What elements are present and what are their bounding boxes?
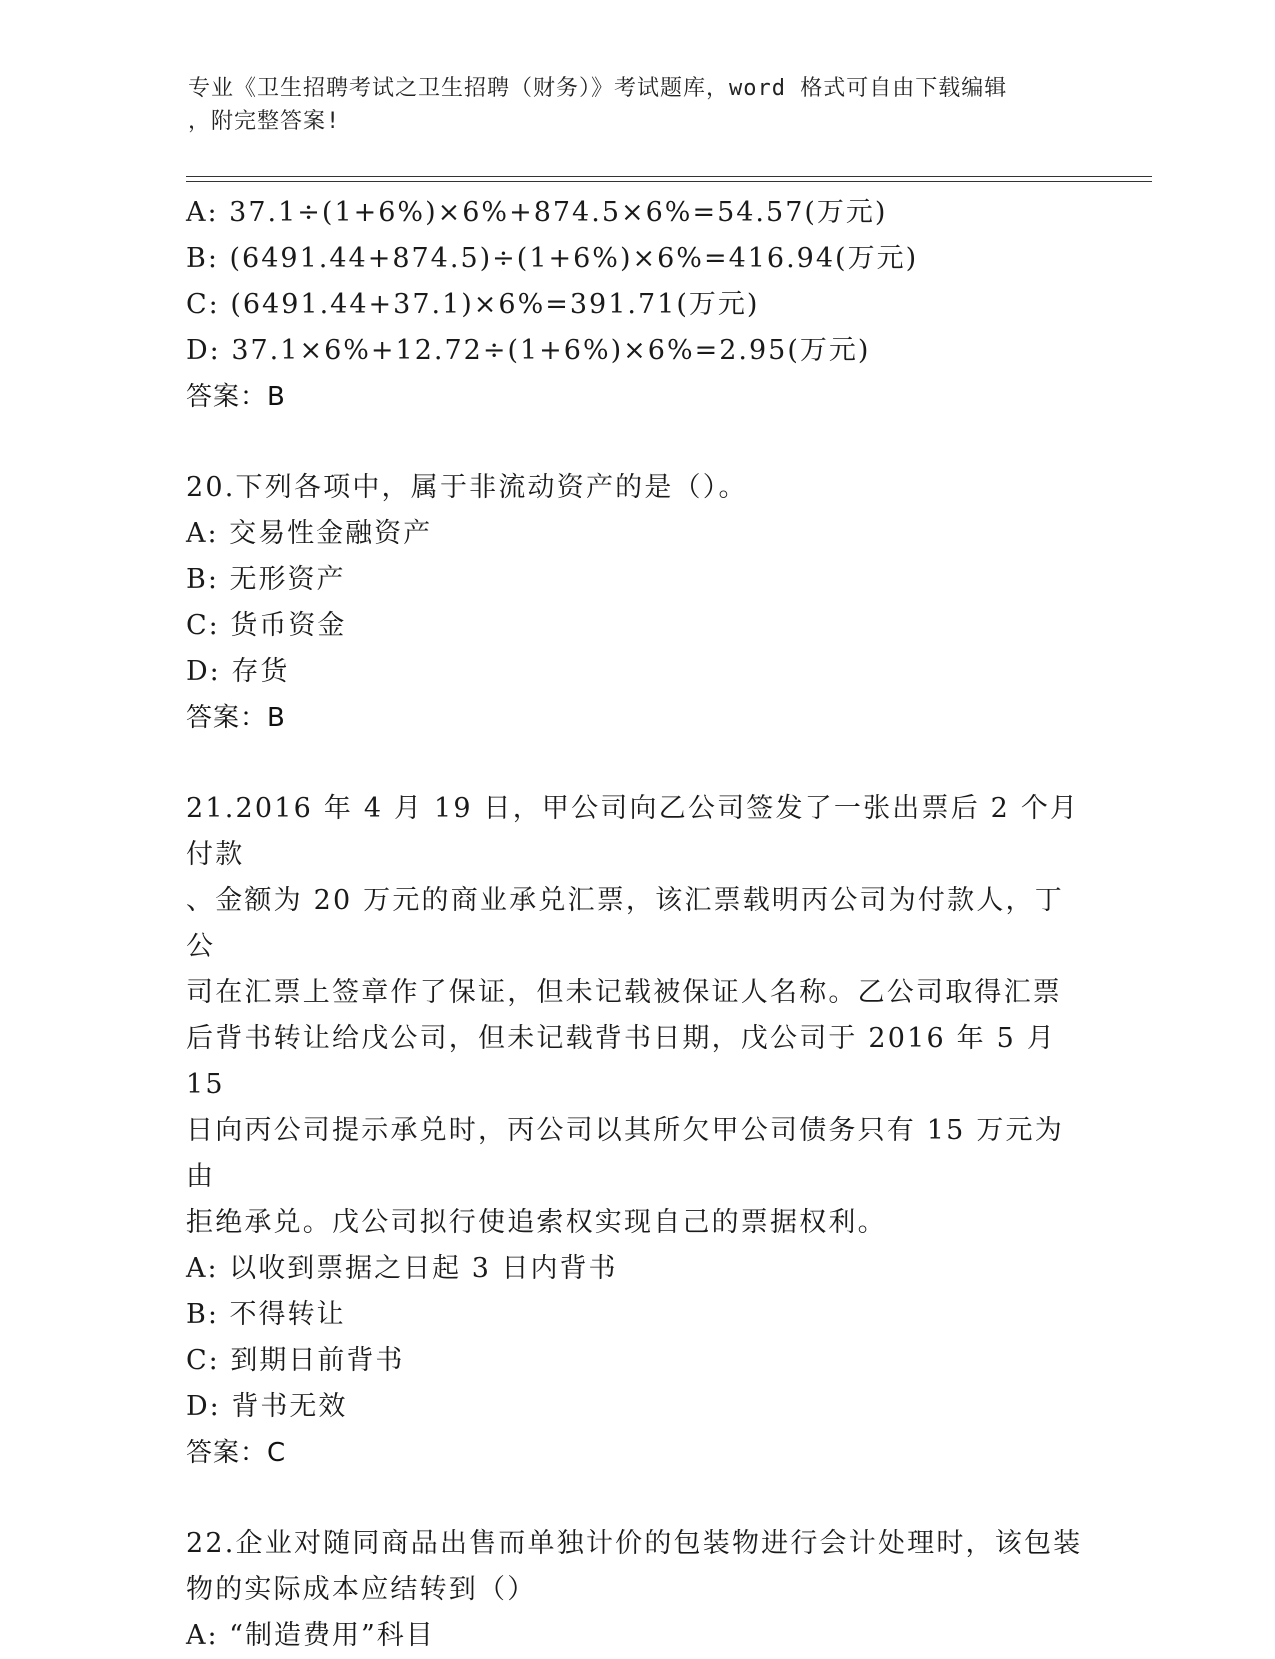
question-20-block [186, 465, 1086, 741]
q20-question: 20.下列各项中，属于非流动资产的是（）。 [186, 472, 748, 503]
question-21-block [186, 786, 1086, 1476]
question-19-block [186, 190, 1086, 420]
q20-option-c: C: 货币资金 [186, 610, 347, 641]
question-list [186, 190, 1086, 1659]
spacer [186, 420, 1086, 465]
header-divider-bottom [186, 181, 1152, 182]
spacer [186, 741, 1086, 786]
q20-option-a: A: 交易性金融资产 [186, 518, 433, 549]
q21-question-line-2: 、金额为 20 万元的商业承兑汇票，该汇票载明丙公司为付款人，丁公 [186, 885, 1064, 962]
q21-question-line-4: 后背书转让给戊公司，但未记载背书日期，戊公司于 2016 年 5 月 15 [186, 1023, 1057, 1100]
header-intro-line-1: 专业《卫生招聘考试之卫生招聘（财务）》考试题库，word 格式可自由下载编辑 [188, 76, 1008, 101]
q19-option-b: B: (6491.44+874.5)÷(1+6%)×6%=416.94(万元) [186, 243, 919, 274]
q19-option-a: A: 37.1÷(1+6%)×6%+874.5×6%=54.57(万元) [186, 197, 888, 228]
q21-question-line-6: 拒绝承兑。戊公司拟行使追索权实现自己的票据权利。 [186, 1207, 887, 1238]
spacer [186, 1476, 1086, 1521]
header-intro-line-2: ，附完整答案! [188, 109, 341, 134]
q21-option-a: A: 以收到票据之日起 3 日内背书 [186, 1253, 618, 1284]
q21-option-c: C: 到期日前背书 [186, 1345, 405, 1376]
q21-option-d: D: 背书无效 [186, 1391, 348, 1422]
question-22-block [186, 1521, 1086, 1659]
q20-option-d: D: 存货 [186, 656, 290, 687]
q21-option-b: B: 不得转让 [186, 1299, 346, 1330]
q22-option-a: A: “制造费用”科目 [186, 1620, 435, 1651]
q20-option-b: B: 无形资产 [186, 564, 346, 595]
q21-question-line-3: 司在汇票上签章作了保证，但未记载被保证人名称。乙公司取得汇票 [186, 977, 1062, 1008]
q20-answer: 答案：B [186, 703, 286, 733]
header-divider-top [186, 176, 1152, 177]
q22-question-line-2: 物的实际成本应结转到（） [186, 1574, 537, 1605]
q21-question-line-1: 21.2016 年 4 月 19 日，甲公司向乙公司签发了一张出票后 2 个月付款 [186, 793, 1080, 870]
q19-option-c: C: (6491.44+37.1)×6%=391.71(万元) [186, 289, 760, 320]
q22-question-line-1: 22.企业对随同商品出售而单独计价的包装物进行会计处理时，该包装 [186, 1528, 1083, 1559]
q21-question-line-5: 日向丙公司提示承兑时，丙公司以其所欠甲公司债务只有 15 万元为由 [186, 1115, 1064, 1192]
q19-answer: 答案：B [186, 382, 286, 412]
document-header [188, 72, 1068, 138]
q19-option-d: D: 37.1×6%+12.72÷(1+6%)×6%=2.95(万元) [186, 335, 871, 366]
q21-answer: 答案：C [186, 1438, 287, 1468]
